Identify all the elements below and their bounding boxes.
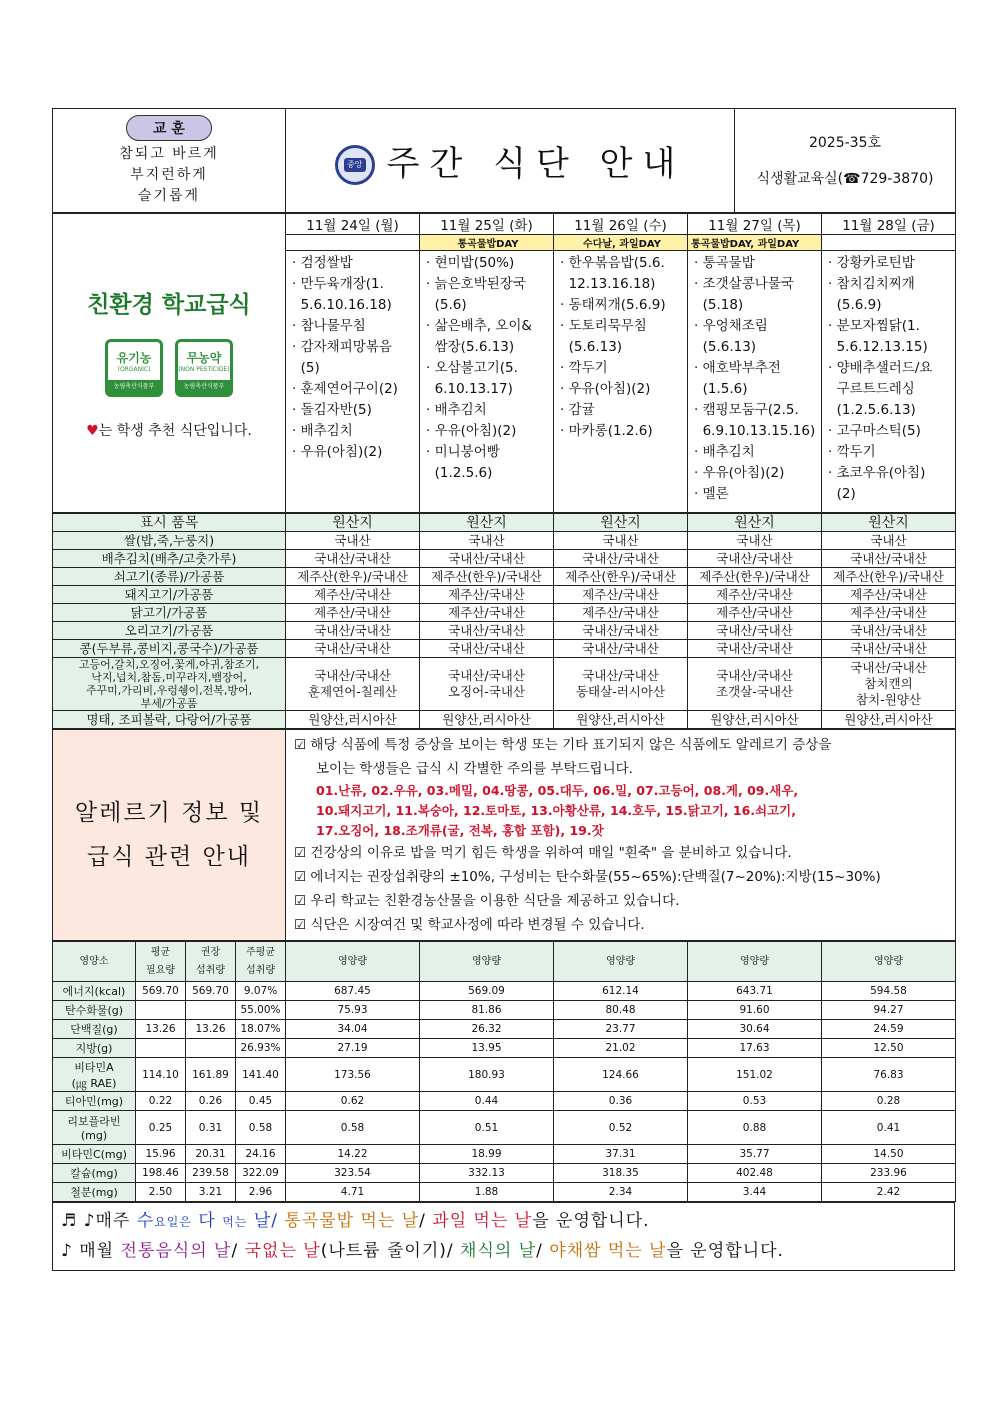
motto-line: 부지런하게 — [130, 166, 208, 183]
day-menu — [822, 251, 956, 513]
day-theme: 수다날, 과일DAY — [554, 235, 688, 251]
header-table — [52, 108, 956, 213]
menu-item: · 양배추샐러드/요 구르트드레싱 (1.2.5.6.13) — [828, 360, 933, 418]
day-theme — [286, 235, 420, 251]
nutrition-row: 티아민(mg) 0.22 0.26 0.45 0.62 0.44 0.36 0.53 0.28 — [53, 1092, 956, 1111]
weekly-notice: ♬ ♪매주 수요일은 다 먹는 날/ 통곡물밥 먹는 날/ 과일 먹는 날을 운영합니다. — [61, 1211, 650, 1231]
menu-item: · 우유(아침)(2) — [426, 423, 517, 439]
eco-cell — [53, 214, 286, 513]
day-theme — [822, 235, 956, 251]
menu-item: · 참치김치찌개 (5.6.9) — [828, 276, 915, 313]
footer-notice — [53, 1203, 955, 1271]
nutrition-row: 단백질(g) 13.26 13.26 18.07% 34.04 26.32 23.77 30.64 24.59 — [53, 1020, 956, 1039]
allergen-list: 17.오징어, 18.조개류(굴, 전복, 홍합 포함), 19.잣 — [316, 823, 604, 838]
title-cell — [286, 109, 735, 213]
menu-sheet — [52, 108, 955, 1271]
menu-item: · 우엉채조림 (5.6.13) — [694, 318, 768, 355]
day-menu — [420, 251, 554, 513]
motto-line: 슬기롭게 — [137, 187, 201, 204]
nutrition-row: 비타민C(mg) 15.96 20.31 24.16 14.22 18.99 37.31 35.77 14.50 — [53, 1145, 956, 1164]
allergen-list: 01.난류, 02.우유, 03.메밀, 04.땅콩, 05.대두, 06.밀, 07.고등어, 08.게, 09.새우, — [316, 783, 799, 798]
menu-item: · 통곡물밥 — [694, 255, 755, 271]
eco-heading: 친환경 학교급식 — [87, 292, 251, 318]
heart-icon: ♥ — [86, 423, 99, 439]
school-seal-icon: 중앙 — [335, 145, 375, 185]
allergy-table — [52, 729, 956, 941]
origin-head-item: 표시 품목 — [53, 514, 286, 532]
menu-item: · 초코우유(아침) (2) — [828, 465, 926, 502]
menu-item: · 마카롱(1.2.6) — [560, 423, 653, 439]
day-header: 11월 28일 (금) — [822, 214, 956, 235]
menu-item: · 훈제연어구이(2) — [292, 381, 398, 397]
menu-table — [52, 213, 956, 513]
allergy-title: 알레르기 정보 및 급식 관련 안내 — [53, 730, 286, 941]
menu-item: · 우유(아침)(2) — [560, 381, 651, 397]
issue-cell — [735, 109, 956, 213]
origin-row: 오리고기/가공품 국내산/국내산 국내산/국내산 국내산/국내산 국내산/국내산 국내산/국내산 — [53, 622, 956, 640]
nutrition-row: 비타민A (㎍ RAE) 114.10 161.89 141.40 173.56 180.93 124.66 151.02 76.83 — [53, 1058, 956, 1092]
music-note-icon: ♪ 매월 — [61, 1241, 115, 1261]
menu-item: · 오삼불고기(5. 6.10.13.17) — [426, 360, 518, 397]
motto-line: 참되고 바르게 — [119, 145, 219, 162]
nutrition-row: 리보플라빈 (mg) 0.25 0.31 0.58 0.58 0.51 0.52 0.88 0.41 — [53, 1111, 956, 1145]
menu-item: · 고구마스틱(5) — [828, 423, 921, 439]
menu-item: · 현미밥(50%) — [426, 255, 515, 271]
motto-label: 교 훈 — [126, 115, 212, 141]
nutrition-row: 칼슘(mg) 198.46 239.58 322.09 323.54 332.13 318.35 402.48 233.96 — [53, 1164, 956, 1183]
day-header: 11월 24일 (월) — [286, 214, 420, 235]
menu-item: · 삶은배추, 오이& 쌈장(5.6.13) — [426, 318, 532, 355]
nutrition-row: 철분(mg) 2.50 3.21 2.96 4.71 1.88 2.34 3.44 2.42 — [53, 1183, 956, 1202]
origin-head: 원산지 — [420, 514, 554, 532]
menu-item: · 멜론 — [694, 486, 729, 502]
menu-item: · 캠핑모둠구(2.5. 6.9.10.13.15.16) — [694, 402, 816, 439]
origin-row: 닭고기/가공품 제주산/국내산 제주산/국내산 제주산/국내산 제주산/국내산 제주산/국내산 — [53, 604, 956, 622]
menu-item: · 늙은호박된장국 (5.6) — [426, 276, 526, 313]
menu-item: · 깍두기 — [560, 360, 608, 376]
origin-head: 원산지 — [554, 514, 688, 532]
menu-item: · 감귤 — [560, 402, 595, 418]
motto-cell — [53, 109, 286, 213]
origin-row: 돼지고기/가공품 제주산/국내산 제주산/국내산 제주산/국내산 제주산/국내산 제주산/국내산 — [53, 586, 956, 604]
origin-row: 배추김치(배추/고춧가루) 국내산/국내산 국내산/국내산 국내산/국내산 국내산/국내산 국내산/국내산 — [53, 550, 956, 568]
checkbox-icon: ☑ — [294, 893, 307, 909]
day-theme: 통곡물밥DAY, 과일DAY — [688, 235, 822, 251]
day-header: 11월 27일 (목) — [688, 214, 822, 235]
checkbox-icon: ☑ — [294, 917, 307, 933]
origin-head: 원산지 — [286, 514, 420, 532]
menu-item: · 강황카로틴밥 — [828, 255, 915, 271]
menu-item: · 만두육개장(1. 5.6.10.16.18) — [292, 276, 392, 313]
menu-item: · 깍두기 — [828, 444, 876, 460]
day-menu — [554, 251, 688, 513]
origin-head: 원산지 — [688, 514, 822, 532]
menu-item: · 우유(아침)(2) — [694, 465, 785, 481]
menu-item: · 검정쌀밥 — [292, 255, 353, 271]
origin-row: 명태, 조피볼락, 다랑어/가공품 원양산,러시아산 원양산,러시아산 원양산,러시아산 원양산,러시아산 원양산,러시아산 — [53, 711, 956, 729]
allergy-info: ☑ 해당 식품에 특정 증상을 보이는 학생 또는 기타 표기되지 않은 식품에도 알레르기 증상을 보이는 학생들은 급식 시 각별한 주의를 부탁드립니다. 01.난류, 02.우유, 03.메밀, 04.땅콩, 05.대두, 06.밀, 07.고등어, 08.게, 09.새우, 10.돼지고기, 11.복숭아, 12.토마토, 13.아황산류, 14.호두, 15.닭고기, 16.쇠고기, 17.오징어, 18.조개류(굴, 전복, 홍합 포함), 19.잣 ☑ 건강상의 이유로 밥을 먹기 힘든 학생을 위하여 매일 "흰죽" 을 분비하고 있습니다. ☑ 에너지는 권장섭취량의 ±10%, 구성비는 탄수화물(55~65%):단백질(7~20%):지방(15~30%) ☑ 우리 학교는 친환경농산물을 이용한 식단을 제공하고 있습니다. ☑ 식단은 시장여건 및 학교사정에 따라 변경될 수 있습니다. — [286, 730, 956, 941]
allergen-list: 10.돼지고기, 11.복숭아, 12.토마토, 13.아황산류, 14.호두, 15.닭고기, 16.쇠고기, — [316, 803, 797, 818]
menu-item: · 돌김자반(5) — [292, 402, 372, 418]
checkbox-icon: ☑ — [294, 869, 307, 885]
menu-item: · 한우볶음밥(5.6. 12.13.16.18) — [560, 255, 665, 292]
nutrition-header: 영양소 평균 필요량 권장 섭취량 주평균 섭취량 영양량 영양량 영양량 영양량 영양량 — [53, 942, 956, 982]
menu-item: · 동태찌개(5.6.9) — [560, 297, 666, 313]
nutrition-row: 에너지(kcal) 569.70 569.70 9.07% 687.45 569.09 612.14 643.71 594.58 — [53, 982, 956, 1001]
menu-item: · 애호박부추전 (1.5.6) — [694, 360, 781, 397]
issue-number: 2025-35호 — [808, 134, 882, 151]
organic-certification-icon: 유기농 (ORGANIC) 농림축산식품부 — [105, 339, 163, 397]
recommend-note: ♥는 학생 추천 식단입니다. — [86, 423, 252, 439]
menu-item: · 조갯살콩나물국 (5.18) — [694, 276, 794, 313]
nutrition-row: 탄수화물(g) 55.00% 75.93 81.86 80.48 91.60 94.27 — [53, 1001, 956, 1020]
menu-item: · 배추김치 — [694, 444, 755, 460]
nutrition-row: 지방(g) 26.93% 27.19 13.95 21.02 17.63 12.50 — [53, 1039, 956, 1058]
origin-table — [52, 513, 956, 729]
checkbox-icon: ☑ — [294, 845, 307, 861]
origin-head: 원산지 — [822, 514, 956, 532]
monthly-notice: ♪ 매월 전통음식의 날/ 국없는 날(나트륨 줄이기)/ 채식의 날/ 야채쌈 먹는 날을 운영합니다. — [61, 1241, 784, 1261]
day-header: 11월 26일 (수) — [554, 214, 688, 235]
day-header: 11월 25일 (화) — [420, 214, 554, 235]
day-theme: 통곡물밥DAY — [420, 235, 554, 251]
checkbox-icon: ☑ — [294, 737, 307, 753]
origin-row: 쌀(밥,죽,누룽지) 국내산 국내산 국내산 국내산 국내산 — [53, 532, 956, 550]
origin-row: 쇠고기(종류)/가공품 제주산(한우)/국내산 제주산(한우)/국내산 제주산(한우)/국내산 제주산(한우)/국내산 제주산(한우)/국내산 — [53, 568, 956, 586]
origin-row: 콩(두부류,콩비지,콩국수)/가공품 국내산/국내산 국내산/국내산 국내산/국내산 국내산/국내산 국내산/국내산 — [53, 640, 956, 658]
menu-item: · 참나물무침 — [292, 318, 366, 334]
page-title: 주간 식단 안내 — [386, 143, 686, 184]
menu-item: · 배추김치 — [292, 423, 353, 439]
menu-item: · 분모자찜닭(1. 5.6.12.13.15) — [828, 318, 928, 355]
day-menu — [688, 251, 822, 513]
pesticide-free-certification-icon: 무농약 (NON PESTICIDE) 농림축산식품부 — [175, 339, 233, 397]
menu-item: · 감자채피망볶음 (5) — [292, 339, 392, 376]
music-note-icon: ♬ ♪매주 — [61, 1211, 131, 1231]
menu-item: · 도토리묵무침 (5.6.13) — [560, 318, 647, 355]
day-menu — [286, 251, 420, 513]
origin-row-fish: 고등어,갈치,오징어,꽃게,아귀,참조기, 낙지,넙치,참돔,미꾸라지,뱀장어, 주꾸미,가리비,우렁쉥이,전복,방어, 부세/가공품 국내산/국내산 훈제연어-칠레산 국내산/국내산 오징어-국내산 국내산/국내산 동태살-러시아산 국내산/국내산 조갯살-국내산 국내산/국내산 참치캔의 참치-원양산 — [53, 658, 956, 711]
office-contact: 식생활교육실(☎729-3870) — [756, 170, 934, 187]
menu-item: · 미니붕어빵 (1.2.5.6) — [426, 444, 500, 481]
menu-item: · 배추김치 — [426, 402, 487, 418]
footer-table — [52, 1202, 955, 1271]
menu-item: · 우유(아침)(2) — [292, 444, 383, 460]
nutrition-table — [52, 941, 956, 1202]
